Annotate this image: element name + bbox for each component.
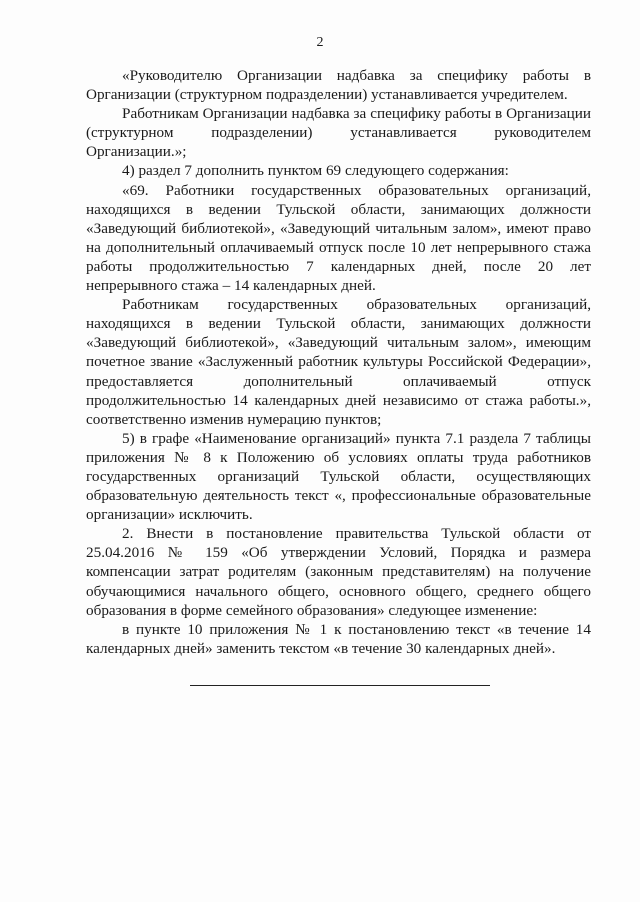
paragraph-item-2: 2. Внести в постановление правительства Тульской области от 25.04.2016 № 159 «Об утверждении Условий, Порядка и размера компенсации затрат родителям (законным представителям) на получение обучающимися начального общего, основного общего, среднего общего образования в форме семейного образования» следующее изменение: — [86, 525, 591, 619]
paragraph-section-7-amendment: 4) раздел 7 дополнить пунктом 69 следующего содержания: — [122, 162, 509, 180]
paragraph-clause-69: «69. Работники государственных образовательных организаций, находящихся в ведении Тульской области, занимающих должности «Заведующий библиотекой», «Заведующий читальным залом», имеют право на дополнительный оплачиваемый отпуск после 10 лет непрерывного стажа работы продолжительностью 7 календарных дней, после 20 лет непрерывного стажа – 14 календарных дней. — [86, 181, 591, 295]
page-number: 2 — [316, 35, 324, 50]
end-divider-line — [190, 685, 490, 686]
document-body — [86, 66, 591, 658]
paragraph-employee-bonus: Работникам Организации надбавка за специфику работы в Организации (структурном подразделении) устанавливается руководителем Организации.»; — [86, 105, 591, 161]
paragraph-final-change: в пункте 10 приложения № 1 к постановлению текст «в течение 14 календарных дней» заменить текстом «в течение 30 календарных дней». — [86, 620, 591, 657]
paragraph-head-bonus: «Руководителю Организации надбавка за специфику работы в Организации (структурном подразделении) устанавливается учредителем. — [86, 67, 591, 104]
paragraph-item-5: 5) в графе «Наименование организаций» пункта 7.1 раздела 7 таблицы приложения № 8 к Положению об условиях оплаты труда работников государственных организаций Тульской области, осуществляющих образовательную деятельность текст «, профессиональные образовательные организации» исключить. — [86, 429, 591, 524]
paragraph-honored-workers-leave: Работникам государственных образовательных организаций, находящихся в ведении Тульской области, занимающих должности «Заведующий библиотекой», «Заведующий читальным залом», имеющим почетное звание «Заслуженный работник культуры Российской Федерации», предоставляется дополнительный оплачиваемый отпуск продолжительностью 14 календарных дней независимо от стажа работы.», соответственно изменив нумерацию пунктов; — [86, 296, 591, 428]
